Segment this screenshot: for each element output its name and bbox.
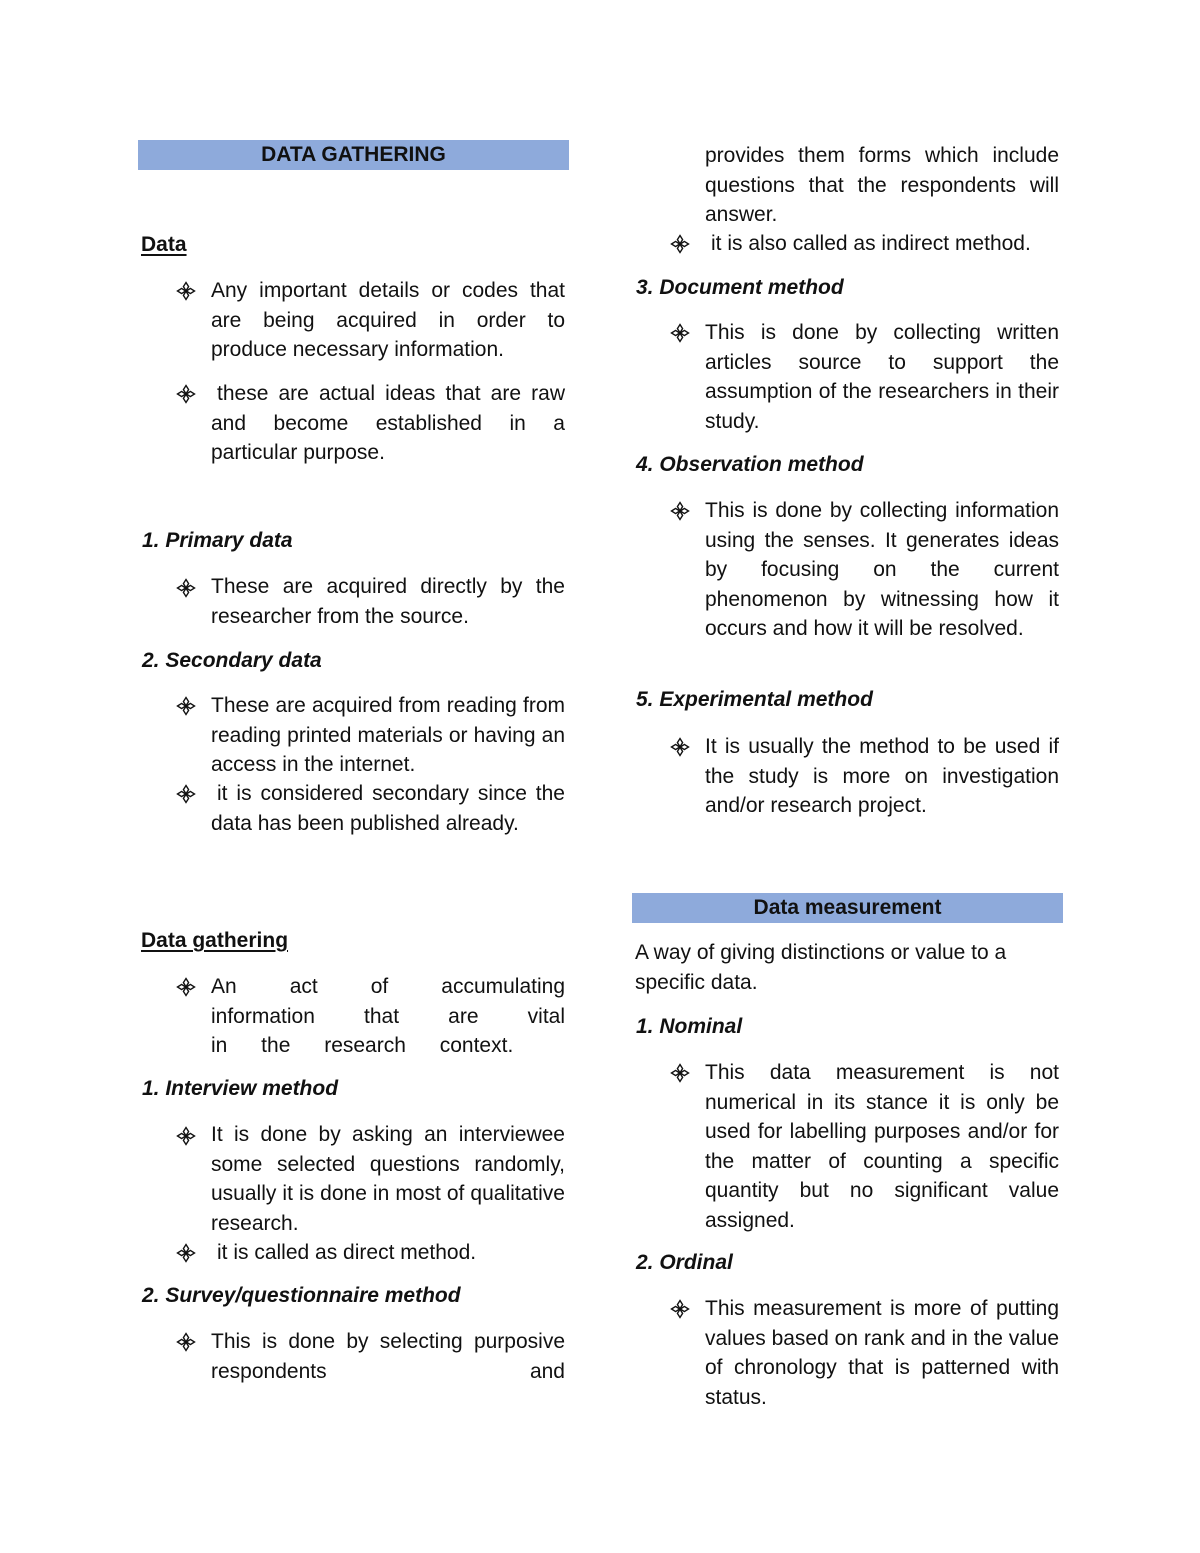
heading-nominal: 1. Nominal: [636, 1015, 743, 1038]
diamond-bullet-icon: [670, 737, 690, 757]
section-banner-data-measurement: Data measurement: [632, 893, 1063, 923]
bullet-text: This is done by collecting written articles source to support the assumption of the researchers in their study.: [705, 321, 1059, 433]
bullet-text: This is done by collecting information using the senses. It generates ideas by focusing on the current phenomenon by witnessing how it occurs and how it will be resolved.: [705, 499, 1059, 641]
diamond-bullet-icon: [176, 384, 196, 404]
heading-survey-method: 2. Survey/questionnaire method: [142, 1284, 461, 1307]
diamond-bullet-icon: [176, 1332, 196, 1352]
bullet-text: This data measurement is not numerical in its stance it is only be used for labelling purposes and/or for the matter of counting a specific quantity but no significant value assigned.: [705, 1061, 1059, 1232]
diamond-bullet-icon: [176, 977, 196, 997]
diamond-bullet-icon: [670, 323, 690, 343]
survey-continued-text: provides them forms which include questions that the respondents will answer.: [705, 144, 1059, 227]
bullet-text: these are actual ideas that are raw and become established in a particular purpose.: [211, 382, 565, 465]
heading-data: Data: [141, 233, 187, 256]
bullet-text: It is usually the method to be used if the study is more on investigation and/or research project.: [705, 735, 1059, 818]
bullet-text: An act of accumulating information that are vital in the research context.: [211, 975, 565, 1058]
diamond-bullet-icon: [176, 784, 196, 804]
heading-observation-method: 4. Observation method: [636, 453, 864, 476]
diamond-bullet-icon: [176, 578, 196, 598]
diamond-bullet-icon: [176, 1243, 196, 1263]
bullet-text: It is done by asking an interviewee some selected questions randomly, usually it is done in most of qualitative research.: [211, 1123, 565, 1235]
bullet-text: This measurement is more of putting values based on rank and in the value of chronology that is patterned with status.: [705, 1297, 1059, 1409]
heading-ordinal: 2. Ordinal: [636, 1251, 733, 1274]
heading-document-method: 3. Document method: [636, 276, 844, 299]
bullet-text: This is done by selecting purposive respondents and: [211, 1330, 565, 1383]
bullet-text: it is called as direct method.: [217, 1241, 477, 1264]
diamond-bullet-icon: [670, 1299, 690, 1319]
diamond-bullet-icon: [670, 234, 690, 254]
bullet-text: it is considered secondary since the data has been published already.: [211, 782, 565, 835]
diamond-bullet-icon: [176, 281, 196, 301]
heading-data-gathering: Data gathering: [141, 929, 289, 952]
section-banner-data-gathering: DATA GATHERING: [138, 140, 569, 170]
bullet-text: it is also called as indirect method.: [711, 232, 1031, 255]
heading-secondary-data: 2. Secondary data: [142, 649, 322, 672]
diamond-bullet-icon: [176, 1126, 196, 1146]
bullet-text: Any important details or codes that are being acquired in order to produce necessary information.: [211, 279, 565, 362]
diamond-bullet-icon: [176, 696, 196, 716]
heading-primary-data: 1. Primary data: [142, 529, 293, 552]
diamond-bullet-icon: [670, 1063, 690, 1083]
bullet-text: These are acquired from reading from reading printed materials or having an access in the internet.: [211, 694, 565, 777]
diamond-bullet-icon: [670, 501, 690, 521]
bullet-text: These are acquired directly by the researcher from the source.: [211, 575, 565, 628]
heading-experimental-method: 5. Experimental method: [636, 688, 873, 711]
measurement-intro-text: A way of giving distinctions or value to a specific data.: [635, 941, 1007, 994]
heading-interview-method: 1. Interview method: [142, 1077, 339, 1100]
